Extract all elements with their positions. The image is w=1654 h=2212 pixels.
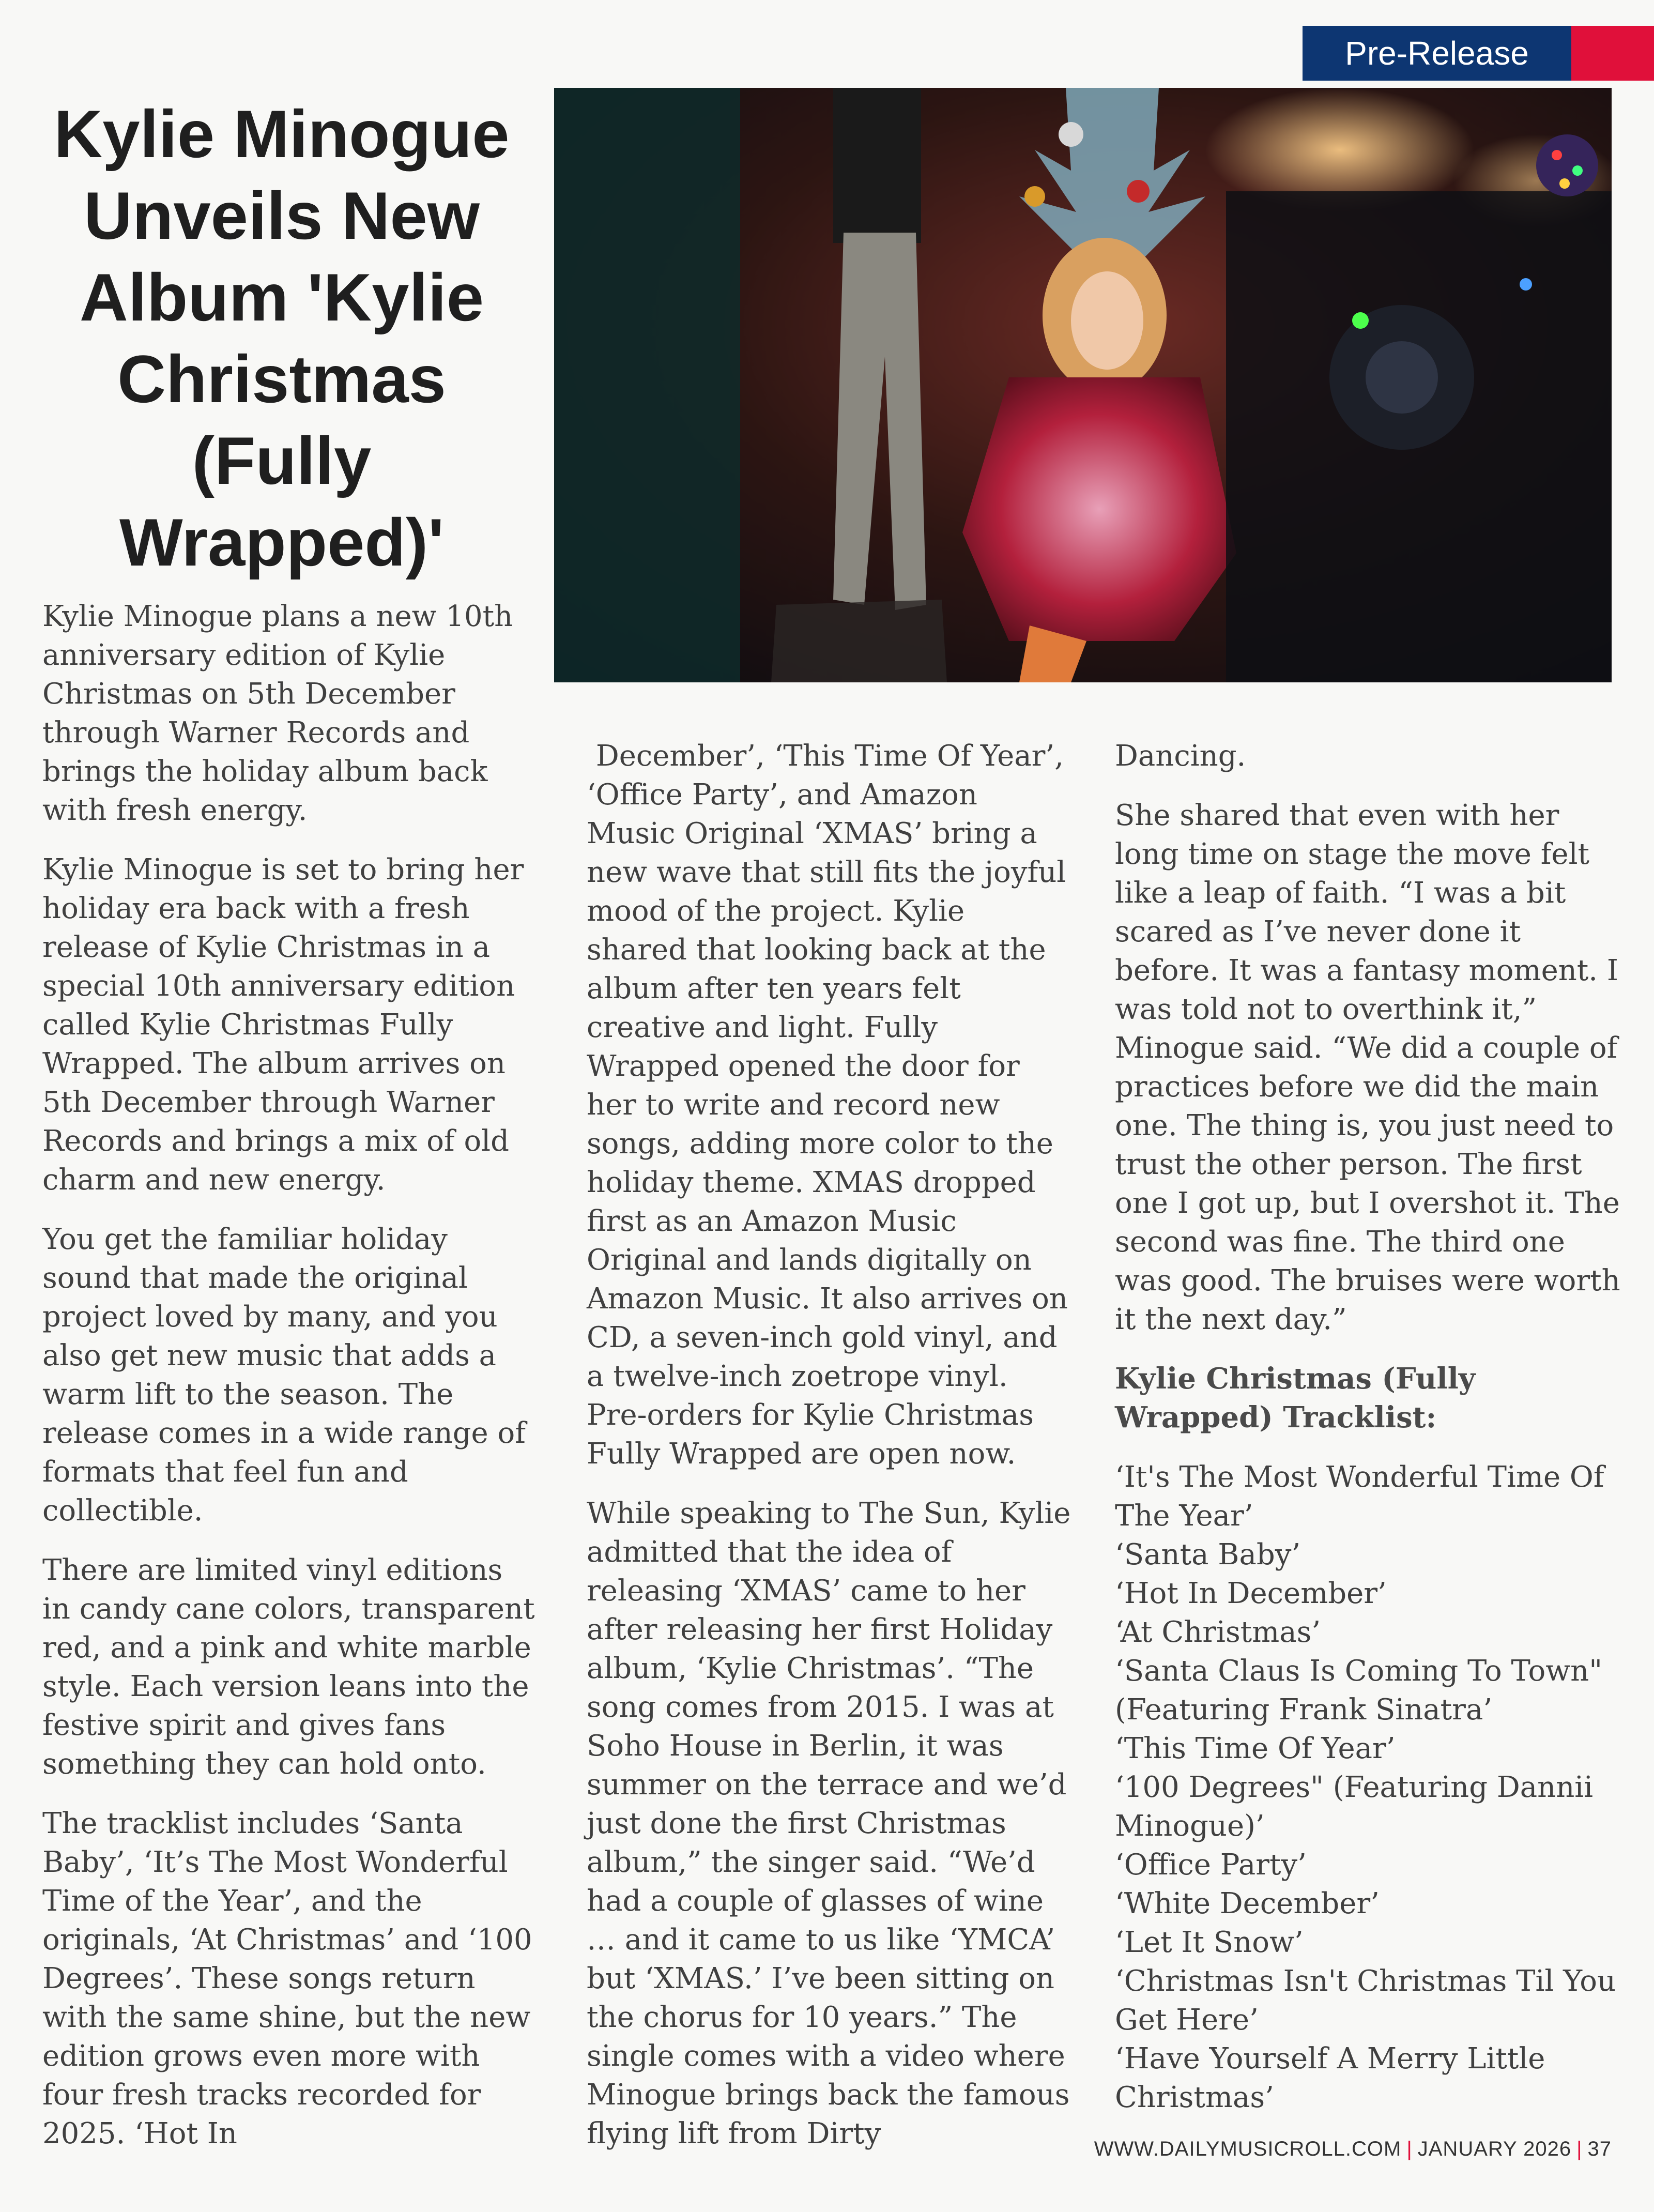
tracklist-item: ‘Santa Baby’: [1115, 1538, 1301, 1572]
tracklist: [1115, 1458, 1621, 2117]
tracklist-item: ‘At Christmas’: [1115, 1615, 1321, 1649]
section-tag: [1303, 26, 1571, 81]
footer-separator: |: [1406, 2138, 1413, 2160]
article-paragraph: You get the familiar holiday sound that made the original project loved by many, and you also get new music that adds a warm lift to the season. The release comes in a wide range of formats that feel fun and collectible.: [42, 1223, 526, 1528]
article-paragraph: The tracklist includes ‘Santa Baby’, ‘It’s The Most Wonderful Time of the Year’, and the originals, ‘At Christmas’ and ‘100 Degrees’. These songs return with the same shine, but the new edition grows even more with four fresh tracks recorded for 2025. ‘Hot In: [42, 1807, 532, 2150]
section-tag-label: Pre-Release: [1345, 35, 1529, 72]
article-photo: [554, 88, 1612, 682]
tracklist-heading: Kylie Christmas (Fully Wrapped) Tracklist:: [1115, 1362, 1476, 1435]
section-tag-accent: [1571, 26, 1654, 81]
tracklist-item: ‘Have Yourself A Merry Little Christmas’: [1115, 2042, 1545, 2114]
footer-page-number: 37: [1587, 2138, 1612, 2160]
article-paragraph: There are limited vinyl editions in candy cane colors, transparent red, and a pink and white marble style. Each version leans into the festive spirit and gives fans something they can hold onto.: [42, 1553, 535, 1781]
article-column-2: [587, 737, 1077, 2174]
article-column-1: [42, 597, 539, 2174]
article-headline: Kylie Minogue Unveils New Album 'Kylie Christmas (Fully Wrapped)': [54, 96, 510, 580]
article-paragraph: December’, ‘This Time Of Year’, ‘Office Party’, and Amazon Music Original ‘XMAS’ bring a new wave that still fits the joyful mood of the project. Kylie shared that looking back at the album after ten years felt creative and light. Fully Wrapped opened the door for her to write and record new songs, adding more color to the holiday theme. XMAS dropped first as an Amazon Music Original and lands digitally on Amazon Music. It also arrives on CD, a seven-inch gold vinyl, and a twelve-inch zoetrope vinyl. Pre-orders for Kylie Christmas Fully Wrapped are open now.: [587, 739, 1077, 1471]
tracklist-item: ‘Let It Snow’: [1115, 1926, 1304, 1959]
tracklist-item: ‘White December’: [1115, 1887, 1380, 1920]
tracklist-item: ‘Santa Claus Is Coming To Town" (Featuring Frank Sinatra’: [1115, 1654, 1603, 1727]
page-footer: [1094, 2138, 1612, 2161]
tracklist-item: ‘Christmas Isn't Christmas Til You Get Here’: [1115, 1964, 1616, 2037]
photo-illustration: [554, 88, 1612, 682]
footer-website: WWW.DAILYMUSICROLL.COM: [1094, 2138, 1402, 2160]
article-column-3: [1115, 737, 1621, 2117]
tracklist-item: ‘Office Party’: [1115, 1848, 1307, 1882]
footer-issue-date: JANUARY 2026: [1417, 2138, 1572, 2160]
tracklist-item: ‘Hot In December’: [1115, 1577, 1387, 1610]
article-paragraph: Kylie Minogue plans a new 10th anniversary edition of Kylie Christmas on 5th December through Warner Records and brings the holiday album back with fresh energy.: [42, 600, 513, 827]
tracklist-item: ‘100 Degrees" (Featuring Dannii Minogue)’: [1115, 1771, 1594, 1843]
article-paragraph: While speaking to The Sun, Kylie admitted that the idea of releasing ‘XMAS’ came to her after releasing her first Holiday album, ‘Kylie Christmas’. “The song comes from 2015. I was at Soho House in Berlin, it was summer on the terrace and we’d just done the first Christmas album,” the singer said. “We’d had a couple of glasses of wine … and it came to us like ‘YMCA’ but ‘XMAS.’ I’ve been sitting on the chorus for 10 years.” The single comes with a video where Minogue brings back the famous flying lift from Dirty: [587, 1497, 1071, 2150]
tracklist-item: ‘It's The Most Wonderful Time Of The Year’: [1115, 1460, 1604, 1533]
article-paragraph: She shared that even with her long time on stage the move felt like a leap of faith. “I was a bit scared as I’ve never done it before. It was a fantasy moment. I was told not to overthink it,” Minogue said. “We did a couple of practices before we did the main one. The thing is, you just need to trust the other person. The first one I got up, but I overshot it. The second was fine. The third one was good. The bruises were worth it the next day.”: [1115, 799, 1620, 1336]
article-paragraph: Dancing.: [1115, 739, 1246, 773]
footer-separator: |: [1576, 2138, 1583, 2160]
tracklist-item: ‘This Time Of Year’: [1115, 1732, 1396, 1765]
article-paragraph: Kylie Minogue is set to bring her holiday era back with a fresh release of Kylie Christmas in a special 10th anniversary edition called Kylie Christmas Fully Wrapped. The album arrives on 5th December through Warner Records and brings a mix of old charm and new energy.: [42, 853, 524, 1197]
